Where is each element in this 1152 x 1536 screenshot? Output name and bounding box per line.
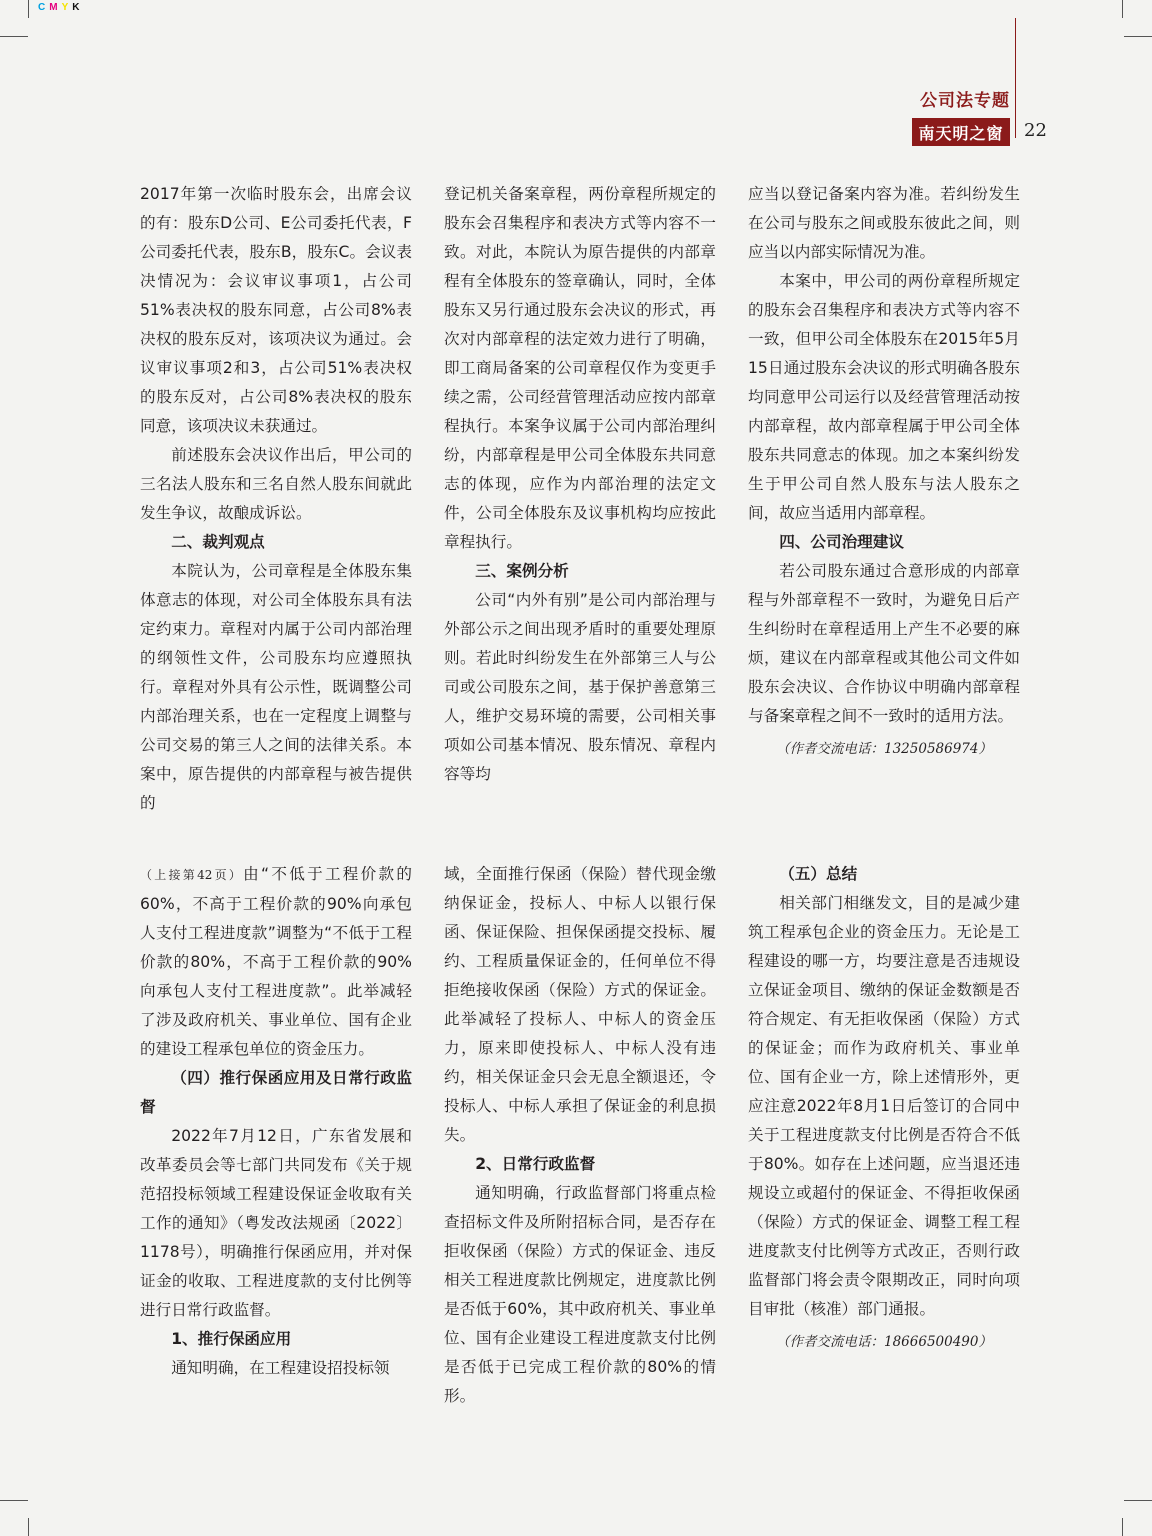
article2-column-1 [140,860,412,1383]
paragraph: 通知明确，行政监督部门将重点检查招标文件及所附招标合同，是否存在拒收保函（保险）方式的保证金、违反相关工程进度款比例规定，进度款比例是否低于60%，其中政府机关、事业单位、国有企业建设工程进度款支付比例是否低于已完成工程价款的80%的情形。 [444,1184,716,1405]
article1-column-3 [748,180,1020,764]
article1-column-1 [140,180,412,818]
page-number: 22 [1024,120,1047,141]
paragraph: 相关部门相继发文，目的是减少建筑工程承包企业的资金压力。无论是工程建设的哪一方，均要注意是否违规设立保证金项目、缴纳的保证金数额是否符合规定、有无拒收保函（保险）方式的保证金；而作为政府机关、事业单位、国有企业一方，除上述情形外，更应注意2022年8月1日后签订的合同中关于工程进度款支付比例是否符合不低于80%。如存在上述问题，应当退还违规设立或超付的保证金、不得拒收保函（保险）方式的保证金、调整工程工程进度款支付比例等方式改正，否则行政监督部门将会责令限期改正，同时向项目审批（核准）部门通报。 [748,894,1020,1318]
paragraph: 本院认为，公司章程是全体股东集体意志的体现，对公司全体股东具有法定约束力。章程对内属于公司内部治理的纲领性文件，公司股东均应遵照执行。章程对外具有公示性，既调整公司内部治理关系，也在一定程度上调整与公司交易的第三人之间的法律关系。本案中，原告提供的内部章程与被告提供的 [140,562,412,812]
section-heading: 1、推行保函应用 [171,1330,292,1348]
section-heading: （五）总结 [779,865,858,883]
section-heading: （四）推行保函应用及日常行政监督 [140,1069,412,1116]
crop-mark [0,36,28,37]
author-contact: （作者交流电话：18666500490） [776,1334,992,1350]
section-heading: 2、日常行政监督 [475,1155,596,1173]
paragraph: 前述股东会决议作出后，甲公司的三名法人股东和三名自然人股东间就此发生争议，故酿成诉讼。 [140,446,412,522]
paragraph: 2022年7月12日，广东省发展和改革委员会等七部门共同发布《关于规范招投标领域工程建设保证金收取有关工作的通知》（粤发改法规函〔2022〕1178号），明确推行保函应用，并对保证金的收取、工程进度款的支付比例等进行日常行政监督。 [140,1127,412,1319]
paragraph: 公司“内外有别”是公司内部治理与外部公示之间出现矛盾时的重要处理原则。若此时纠纷发生在外部第三人与公司或公司股东之间，基于保护善意第三人，维护交易环境的需要，公司相关事项如公司基本情况、股东情况、章程内容等均 [444,591,716,783]
cmyk-c: C [38,2,50,13]
crop-mark [28,0,29,18]
paragraph: 若公司股东通过合意形成的内部章程与外部章程不一致时，为避免日后产生纠纷时在章程适用上产生不必要的麻烦，建议在内部章程或其他公司文件如股东会决议、合作协议中明确内部章程与备案章程之间不一致时的适用方法。 [748,562,1020,725]
crop-mark [0,1500,28,1501]
article1-column-2 [444,180,716,789]
paragraph: 应当以登记备案内容为准。若纠纷发生在公司与股东之间或股东彼此之间，则应当以内部实际情况为准。 [748,185,1020,261]
paragraph: 登记机关备案章程，两份章程所规定的股东会召集程序和表决方式等内容不一致。对此，本院认为原告提供的内部章程有全体股东的签章确认，同时，全体股东又另行通过股东会决议的形式，再次对内部章程的法定效力进行了明确，即工商局备案的公司章程仅作为变更手续之需，公司经营管理活动应按内部章程执行。本案争议属于公司内部治理纠纷，内部章程是甲公司全体股东共同意志的体现，应作为内部治理的法定文件，公司全体股东及议事机构均应按此章程执行。 [444,185,716,551]
paragraph-text: 由“不低于工程价款的60%，不高于工程价款的90%向承包人支付工程进度款”调整为“不低于工程价款的80%，不高于工程价款的90%向承包人支付工程进度款”。此举减轻了涉及政府机关、事业单位、国有企业的建设工程承包单位的资金压力。 [140,865,412,1058]
cmyk-y: Y [61,2,73,13]
section-heading: 三、案例分析 [475,562,569,580]
paragraph: 域，全面推行保函（保险）替代现金缴纳保证金，投标人、中标人以银行保函、保证保险、担保保函提交投标、履约、工程质量保证金的，任何单位不得拒绝接收保函（保险）方式的保证金。此举减轻了投标人、中标人的资金压力，原来即使投标人、中标人没有违约，相关保证金只会无息全额退还，令投标人、中标人承担了保证金的利息损失。 [444,865,716,1144]
paragraph: 2017年第一次临时股东会，出席会议的有：股东D公司、E公司委托代表，F公司委托代表，股东B，股东C。会议表决情况为：会议审议事项1，占公司51%表决权的股东同意，占公司8%表决权的股东反对，该项决议为通过。会议审议事项2和3，占公司51%表决权的股东反对，占公司8%表决权的股东同意，该项决议未获通过。 [140,185,412,435]
paragraph: 本案中，甲公司的两份章程所规定的股东会召集程序和表决方式等内容不一致，但甲公司全体股东在2015年5月15日通过股东会决议的形式明确各股东均同意甲公司运行以及经营管理活动按内部章程，故内部章程属于甲公司全体股东共同意志的体现。加之本案纠纷发生于甲公司自然人股东与法人股东之间，故应当适用内部章程。 [748,272,1020,522]
crop-mark [1124,36,1152,37]
crop-mark [1122,0,1123,18]
author-contact: （作者交流电话：13250586974） [776,741,992,757]
article2-column-3 [748,860,1020,1357]
crop-mark [1124,1500,1152,1501]
section-heading: 二、裁判观点 [171,533,265,551]
cmyk-k: K [72,2,84,13]
continued-from-ref: （上接第42页） [140,868,244,882]
header-rule [1015,18,1016,138]
article2-column-2 [444,860,716,1411]
crop-mark [28,1518,29,1536]
paragraph: 通知明确，在工程建设招投标领 [171,1359,390,1377]
cmyk-m: M [49,2,62,13]
cmyk-registration [38,2,83,13]
section-heading: 四、公司治理建议 [779,533,904,551]
paragraph [140,860,412,1064]
column-brand: 南天明之窗 [912,118,1010,146]
section-topic: 公司法专题 [920,91,1010,111]
crop-mark [1122,1518,1123,1536]
